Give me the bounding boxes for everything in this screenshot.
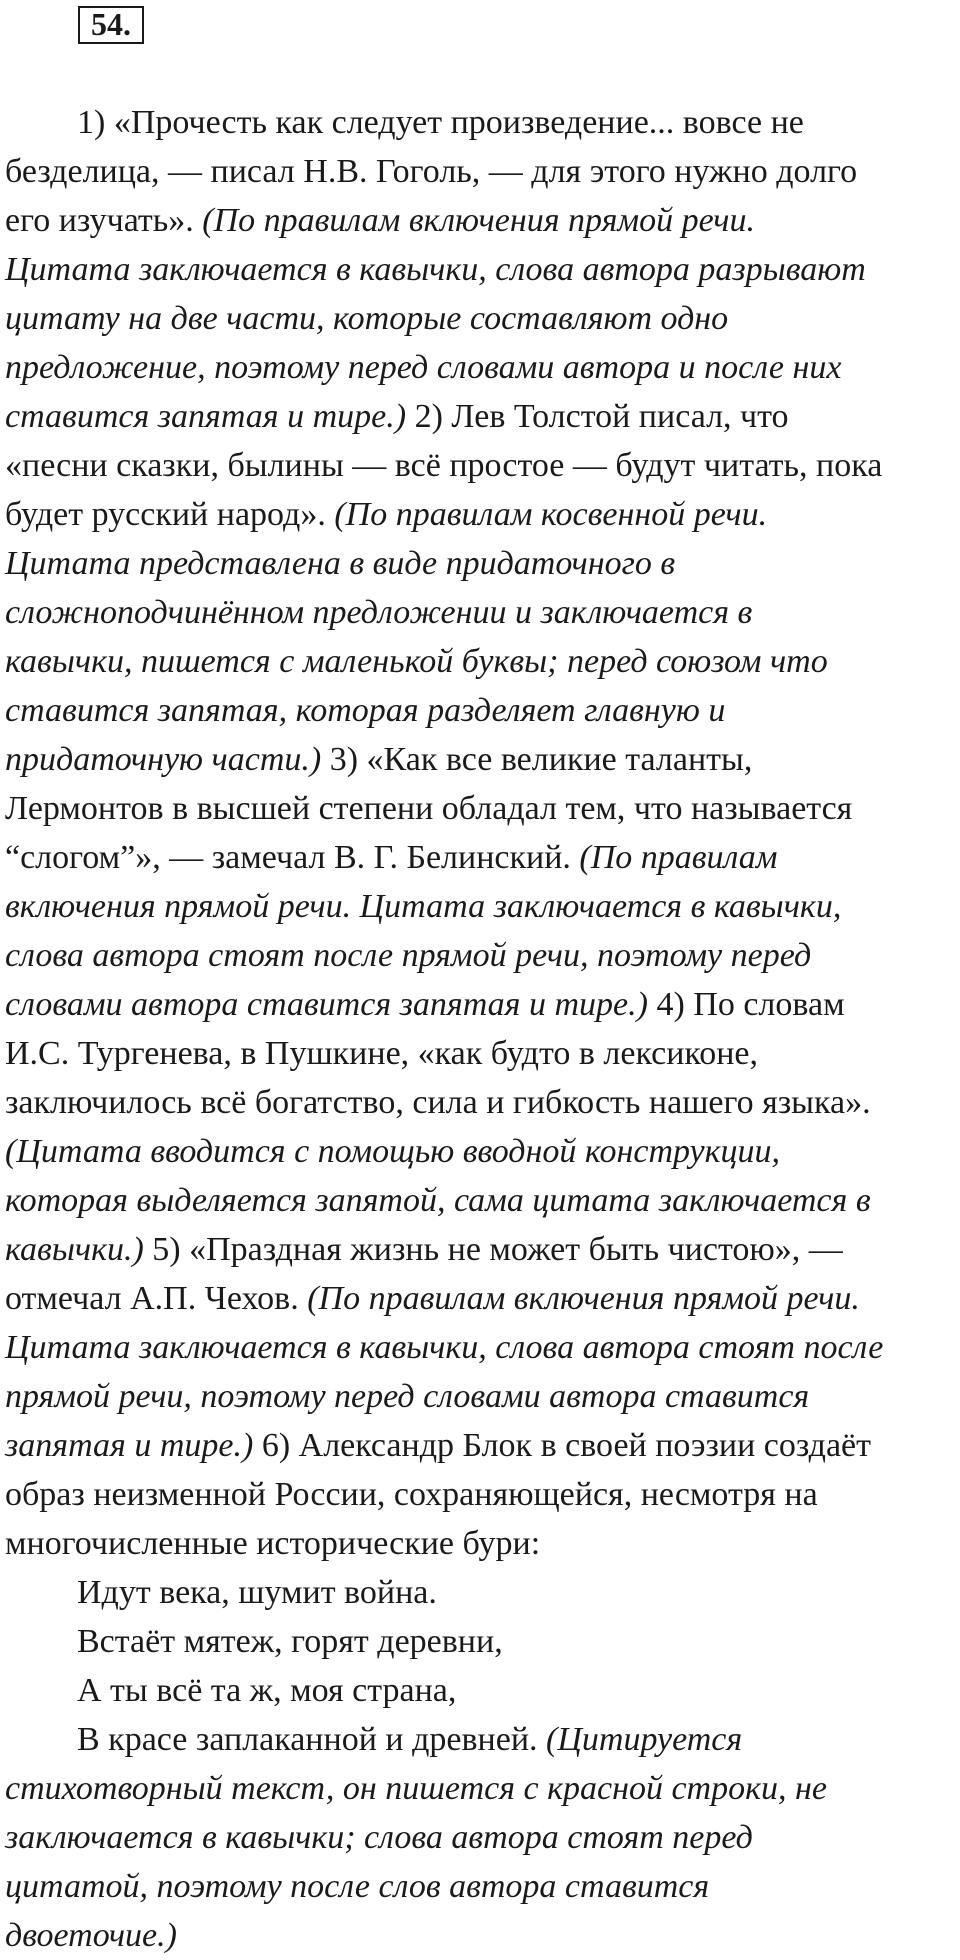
comment-segment: (Цитата вводится с помощью вводной конструкции, [5,1133,781,1170]
text-line [5,1029,960,1078]
comment-segment: кавычки, пишется с маленькой буквы; перед союзом что [5,643,828,680]
comment-segment: сложноподчинённом предложении и заключается в [5,594,753,631]
text-line [5,1274,960,1323]
quote-segment: «песни сказки, былины — всё простое — будут читать, пока [5,447,883,484]
text-line [5,1421,960,1470]
text-line [5,245,960,294]
text-line [5,833,960,882]
comment-segment: придаточную части.) [5,741,322,778]
quote-segment: 6) Александр Блок в своей поэзии создаёт [253,1427,872,1464]
text-line [5,1127,960,1176]
text-line [5,882,960,931]
comment-segment: кавычки.) [5,1231,144,1268]
text-line [5,1715,960,1764]
text-line [5,1862,960,1911]
comment-segment: Цитата заключается в кавычки, слова автора стоят после [5,1329,884,1366]
task-number-box: 54. [78,6,144,44]
quote-segment: образ неизменной России, сохраняющейся, несмотря на [5,1476,818,1513]
quote-segment: заключилось всё богатство, сила и гибкость нашего языка». [5,1084,871,1121]
text-line [5,1372,960,1421]
comment-segment: слова автора стоят после прямой речи, поэтому перед [5,937,812,974]
text-line [5,735,960,784]
quote-segment: многочисленные исторические бури: [5,1525,541,1562]
text-line [5,686,960,735]
quote-segment: “слогом”», — замечал В. Г. Белинский. [5,839,580,876]
comment-segment: включения прямой речи. Цитата заключается в кавычки, [5,888,842,925]
quote-segment: отмечал А.П. Чехов. [5,1280,308,1317]
quote-segment: 4) По словам [647,986,845,1023]
quote-segment: 1) «Прочесть как следует произведение... вовсе не [77,104,804,141]
comment-segment: прямой речи, поэтому перед словами автора ставится [5,1378,810,1415]
text-line [5,1519,960,1568]
text-line [5,1666,960,1715]
text-line [5,1470,960,1519]
quote-segment: В красе заплаканной и древней. [77,1721,547,1758]
text-line [5,539,960,588]
text-line [5,490,960,539]
quote-segment: безделица, — писал Н.В. Гоголь, — для этого нужно долго [5,153,858,190]
text-line [5,1911,960,1960]
comment-segment: двоеточие.) [5,1917,177,1954]
quote-segment: И.С. Тургенева, в Пушкине, «как будто в лексиконе, [5,1035,758,1072]
comment-segment: Цитата представлена в виде придаточного в [5,545,676,582]
text-line [5,294,960,343]
answer-text [5,98,960,1960]
text-line [5,1225,960,1274]
quote-segment: Идут века, шумит война. [77,1574,437,1611]
quote-segment: 2) Лев Толстой писал, что [406,398,789,435]
comment-segment: предложение, поэтому перед словами автора и после них [5,349,842,386]
text-line [5,1568,960,1617]
quote-segment: будет русский народ». [5,496,335,533]
text-line [5,1176,960,1225]
comment-segment: (Цитируется [546,1721,743,1758]
comment-segment: цитату на две части, которые составляют одно [5,300,729,337]
comment-segment: (По правилам [579,839,778,876]
quote-segment: 5) «Праздная жизнь не может быть чистою», — [143,1231,843,1268]
text-line [5,931,960,980]
text-line [5,441,960,490]
comment-segment: ставится запятая и тире.) [5,398,407,435]
text-line [5,1764,960,1813]
text-line [5,1078,960,1127]
text-line [5,392,960,441]
quote-segment: Встаёт мятеж, горят деревни, [77,1623,503,1660]
comment-segment: заключается в кавычки; слова автора стоят перед [5,1819,753,1856]
text-line [5,980,960,1029]
text-line [5,1617,960,1666]
text-line [5,147,960,196]
quote-segment: его изучать». [5,202,203,239]
comment-segment: ставится запятая, которая разделяет главную и [5,692,726,729]
text-line [5,1323,960,1372]
text-line [5,588,960,637]
comment-segment: Цитата заключается в кавычки, слова автора разрывают [5,251,866,288]
quote-segment: 3) «Как все великие таланты, [321,741,753,778]
comment-segment: цитатой, поэтому после слов автора ставится [5,1868,710,1905]
text-line [5,196,960,245]
text-line [5,1813,960,1862]
text-line [5,343,960,392]
comment-segment: запятая и тире.) [5,1427,254,1464]
comment-segment: словами автора ставится запятая и тире.) [5,986,648,1023]
text-line [5,637,960,686]
text-line [5,98,960,147]
text-line [5,784,960,833]
comment-segment: стихотворный текст, он пишется с красной строки, не [5,1770,827,1807]
comment-segment: (По правилам косвенной речи. [334,496,768,533]
comment-segment: (По правилам включения прямой речи. [307,1280,860,1317]
comment-segment: (По правилам включения прямой речи. [202,202,755,239]
quote-segment: Лермонтов в высшей степени обладал тем, что называется [5,790,853,827]
comment-segment: которая выделяется запятой, сама цитата заключается в [5,1182,871,1219]
quote-segment: А ты всё та ж, моя страна, [77,1672,457,1709]
